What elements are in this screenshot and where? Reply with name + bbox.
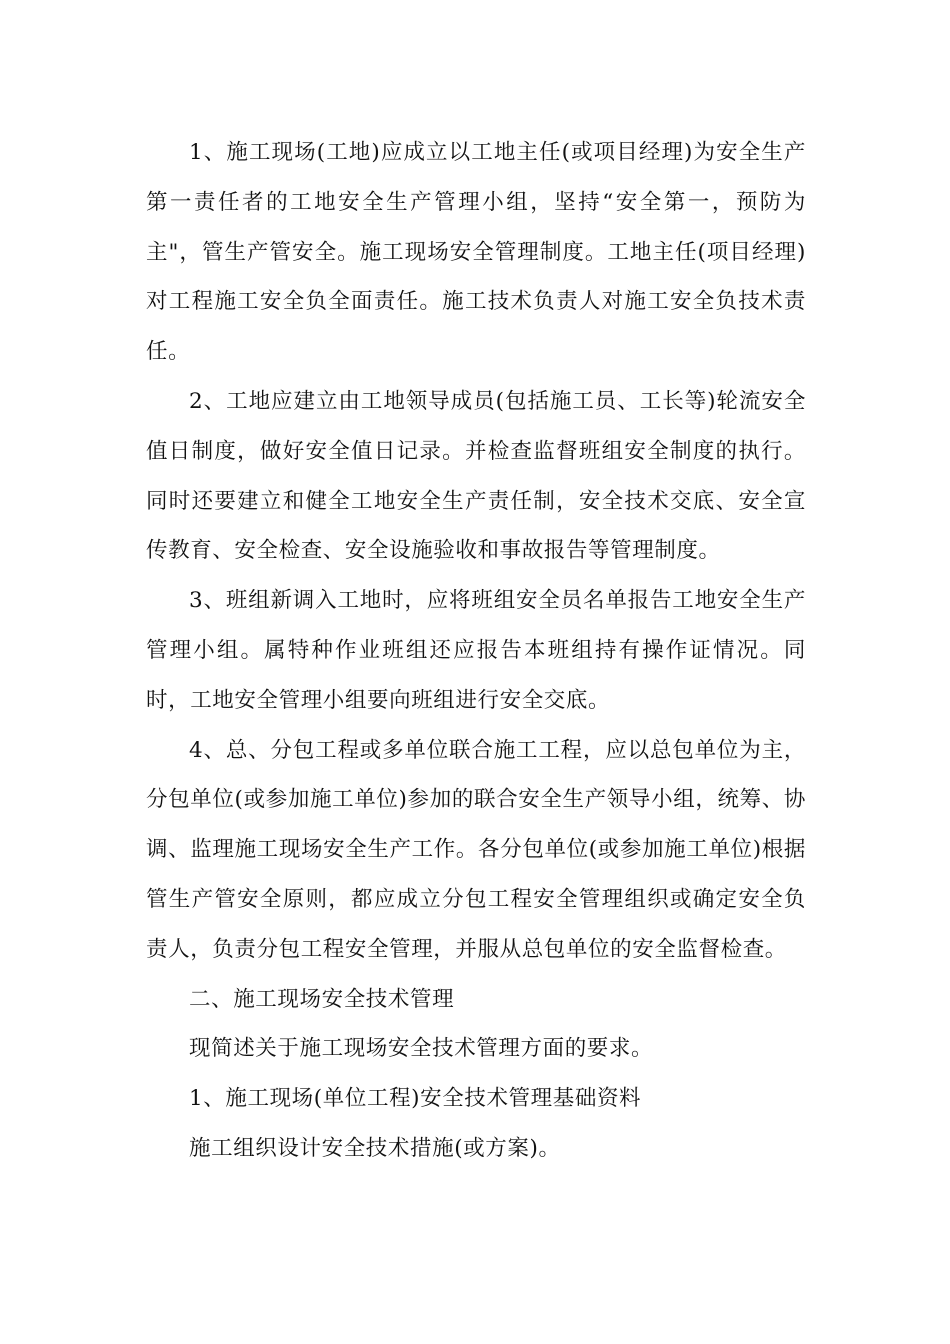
subsection-heading: 1、施工现场(单位工程)安全技术管理基础资料 [189, 1086, 642, 1112]
paragraph-2: 2、工地应建立由工地领导成员(包括施工员、工长等)轮流安全值日制度，做好安全值日记录。并检查监督班组安全制度的执行。同时还要建立和健全工地安全生产责任制，安全技术交底、安全宣传教育、安全检查、安全设施验收和事故报告等管理制度。 [146, 388, 806, 564]
subsection-item: 施工组织设计安全技术措施(或方案)。 [189, 1135, 561, 1161]
section-heading: 二、施工现场安全技术管理 [189, 986, 455, 1012]
paragraph-3: 3、班组新调入工地时，应将班组安全员名单报告工地安全生产管理小组。属特种作业班组还应报告本班组持有操作证情况。同时，工地安全管理小组要向班组进行安全交底。 [146, 588, 806, 713]
section-intro: 现简述关于施工现场安全技术管理方面的要求。 [189, 1036, 654, 1062]
paragraph-1: 1、施工现场(工地)应成立以工地主任(或项目经理)为安全生产第一责任者的工地安全生产管理小组，坚持“安全第一，预防为主"，管生产管安全。施工现场安全管理制度。工地主任(项目经理)对工程施工安全负全面责任。施工技术负责人对施工安全负技术责任。 [146, 140, 806, 365]
paragraph-4: 4、总、分包工程或多单位联合施工工程，应以总包单位为主，分包单位(或参加施工单位)参加的联合安全生产领导小组，统筹、协调、监理施工现场安全生产工作。各分包单位(或参加施工单位)根据管生产管安全原则，都应成立分包工程安全管理组织或确定安全负责人，负责分包工程安全管理，并服从总包单位的安全监督检查。 [146, 737, 806, 962]
document-body [146, 128, 806, 1174]
